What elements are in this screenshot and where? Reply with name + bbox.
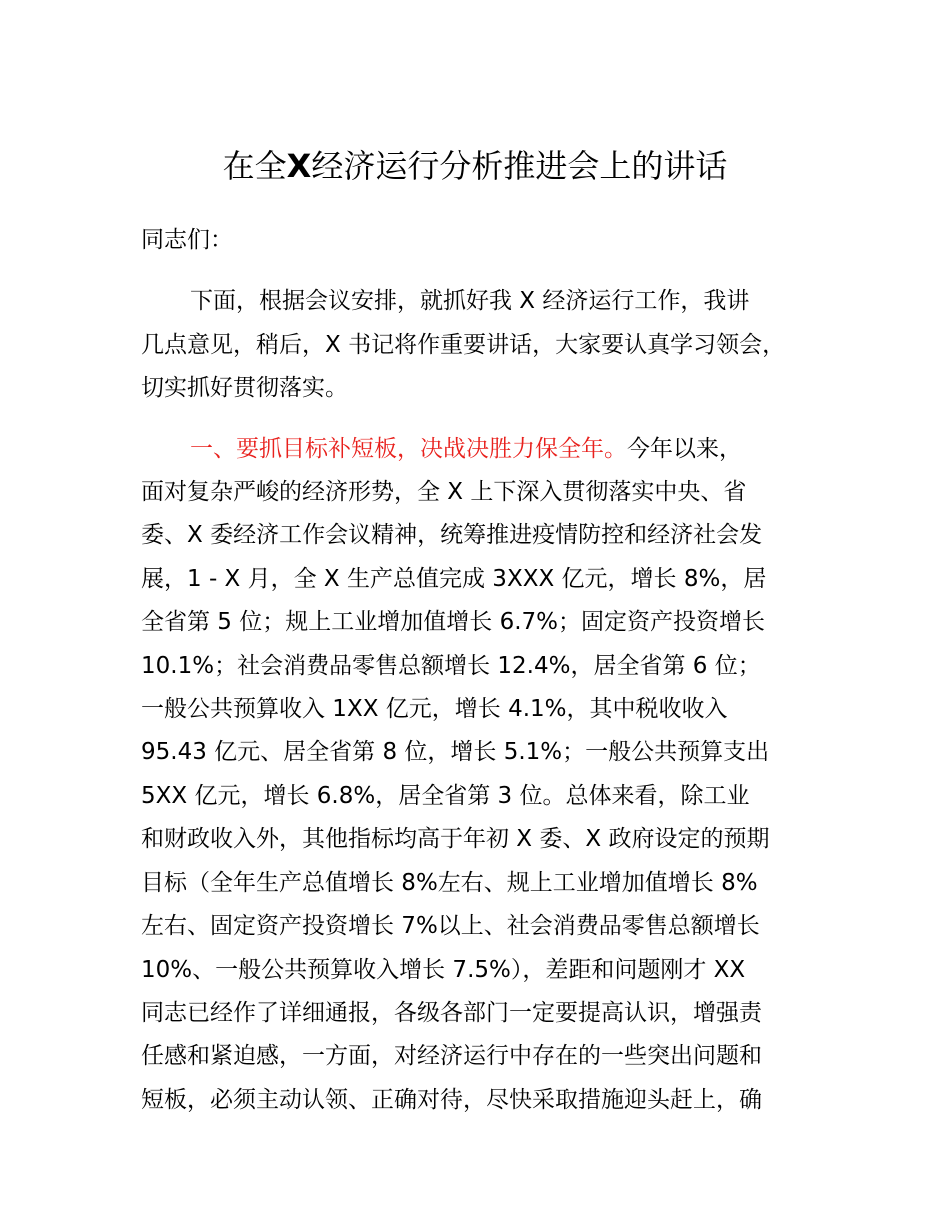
body-line: 全省第 5 位；规上工业增加值增长 6.7%；固定资产投资增长: [141, 609, 765, 635]
section1-first-line: [190, 432, 742, 466]
body-line: 5XX 亿元，增长 6.8%，居全省第 3 位。总体来看，除工业: [141, 783, 750, 809]
section1-first-line-tail: 今年以来，: [627, 436, 742, 462]
intro-line: 下面，根据会议安排，就抓好我 X 经济运行工作，我讲: [190, 288, 750, 314]
body-line: 95.43 亿元、居全省第 8 位，增长 5.1%；一般公共预算支出: [141, 739, 770, 765]
body-line: 目标（全年生产总值增长 8%左右、规上工业增加值增长 8%: [141, 870, 758, 896]
body-line: 任感和紧迫感，一方面，对经济运行中存在的一些突出问题和: [141, 1043, 762, 1069]
body-line: 10%、一般公共预算收入增长 7.5%），差距和问题刚才 XX: [141, 957, 746, 983]
body-line: 10.1%；社会消费品零售总额增长 12.4%，居全省第 6 位；: [141, 653, 761, 679]
title-suffix: 经济运行分析推进会上的讲话: [311, 147, 728, 185]
body-line: 短板，必须主动认领、正确对待，尽快采取措施迎头赶上，确: [141, 1087, 762, 1113]
body-line: 和财政收入外，其他指标均高于年初 X 委、X 政府设定的预期: [141, 826, 770, 852]
page-title: [0, 142, 950, 190]
body-line: 面对复杂严峻的经济形势，全 X 上下深入贯彻落实中央、省: [141, 479, 747, 505]
body-line: 左右、固定资产投资增长 7%以上、社会消费品零售总额增长: [141, 913, 760, 939]
body-line: 同志已经作了详细通报，各级各部门一定要提高认识，增强责: [141, 1000, 762, 1026]
section1-heading: 一、要抓目标补短板，决战决胜力保全年。: [190, 436, 627, 462]
title-prefix: 在全: [222, 147, 287, 185]
title-x: X: [286, 147, 312, 185]
salutation: 同志们：: [141, 227, 233, 253]
body-line: 委、X 委经济工作会议精神，统筹推进疫情防控和经济社会发: [141, 522, 763, 548]
intro-line: 切实抓好贯彻落实。: [141, 375, 348, 401]
body-line: 展，1 - X 月，全 X 生产总值完成 3XXX 亿元，增长 8%，居: [141, 566, 767, 592]
body-line: 一般公共预算收入 1XX 亿元，增长 4.1%，其中税收收入: [141, 696, 728, 722]
intro-line: 几点意见，稍后，X 书记将作重要讲话，大家要认真学习领会，: [141, 332, 786, 358]
